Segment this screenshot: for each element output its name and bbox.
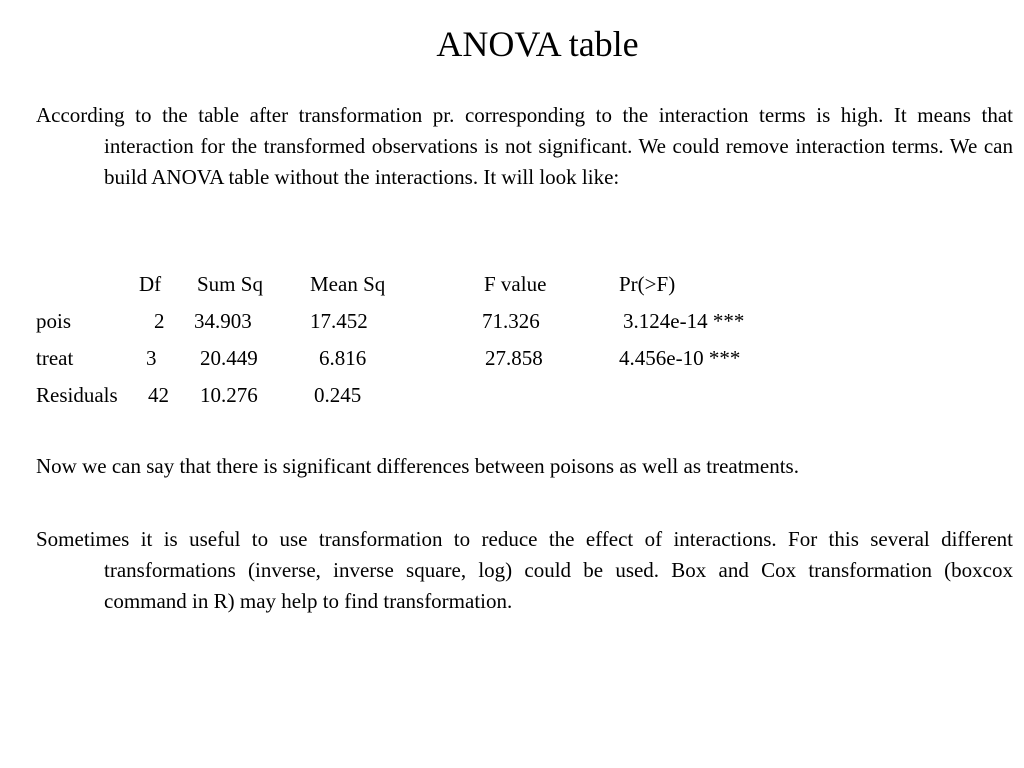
- row-sum-sq: 34.903: [194, 309, 252, 333]
- row-mean-sq: 6.816: [319, 346, 367, 370]
- table-row: [36, 340, 1016, 377]
- row-pr: 3.124e-14 ***: [623, 309, 745, 333]
- row-term: Residuals: [36, 383, 118, 407]
- row-f-value: 27.858: [485, 346, 543, 370]
- header-mean-sq: Mean Sq: [310, 272, 386, 296]
- row-mean-sq: 17.452: [310, 309, 368, 333]
- row-sum-sq: 20.449: [200, 346, 258, 370]
- row-df: 3: [146, 346, 157, 370]
- row-sum-sq: 10.276: [200, 383, 258, 407]
- header-df: Df: [139, 272, 162, 296]
- intro-paragraph: According to the table after transformation pr. corresponding to the interaction terms is high. It means that interaction for the transformed observations is not significant. We could remove interaction terms. We can build ANOVA table without the interactions. It will look like:: [36, 103, 1013, 189]
- header-pr: Pr(>F): [619, 272, 676, 296]
- row-df: 42: [148, 383, 169, 407]
- anova-table: [36, 266, 1016, 414]
- row-f-value: 71.326: [482, 309, 540, 333]
- transformation-paragraph: Sometimes it is useful to use transformation to reduce the effect of interactions. For this several different transformations (inverse, inverse square, log) could be used. Box and Cox transformation (boxcox command in R) may help to find transformation.: [36, 527, 1013, 613]
- row-term: treat: [36, 346, 74, 370]
- row-pr: 4.456e-10 ***: [619, 346, 741, 370]
- slide-title: ANOVA table: [436, 24, 639, 64]
- header-sum-sq: Sum Sq: [197, 272, 263, 296]
- conclusion-paragraph: Now we can say that there is significant differences between poisons as well as treatments.: [36, 454, 799, 478]
- table-row: [36, 303, 1016, 340]
- row-df: 2: [154, 309, 165, 333]
- table-row: [36, 377, 1016, 414]
- anova-header-row: [36, 266, 1016, 303]
- header-f-value: F value: [484, 272, 547, 296]
- row-mean-sq: 0.245: [314, 383, 362, 407]
- row-term: pois: [36, 309, 72, 333]
